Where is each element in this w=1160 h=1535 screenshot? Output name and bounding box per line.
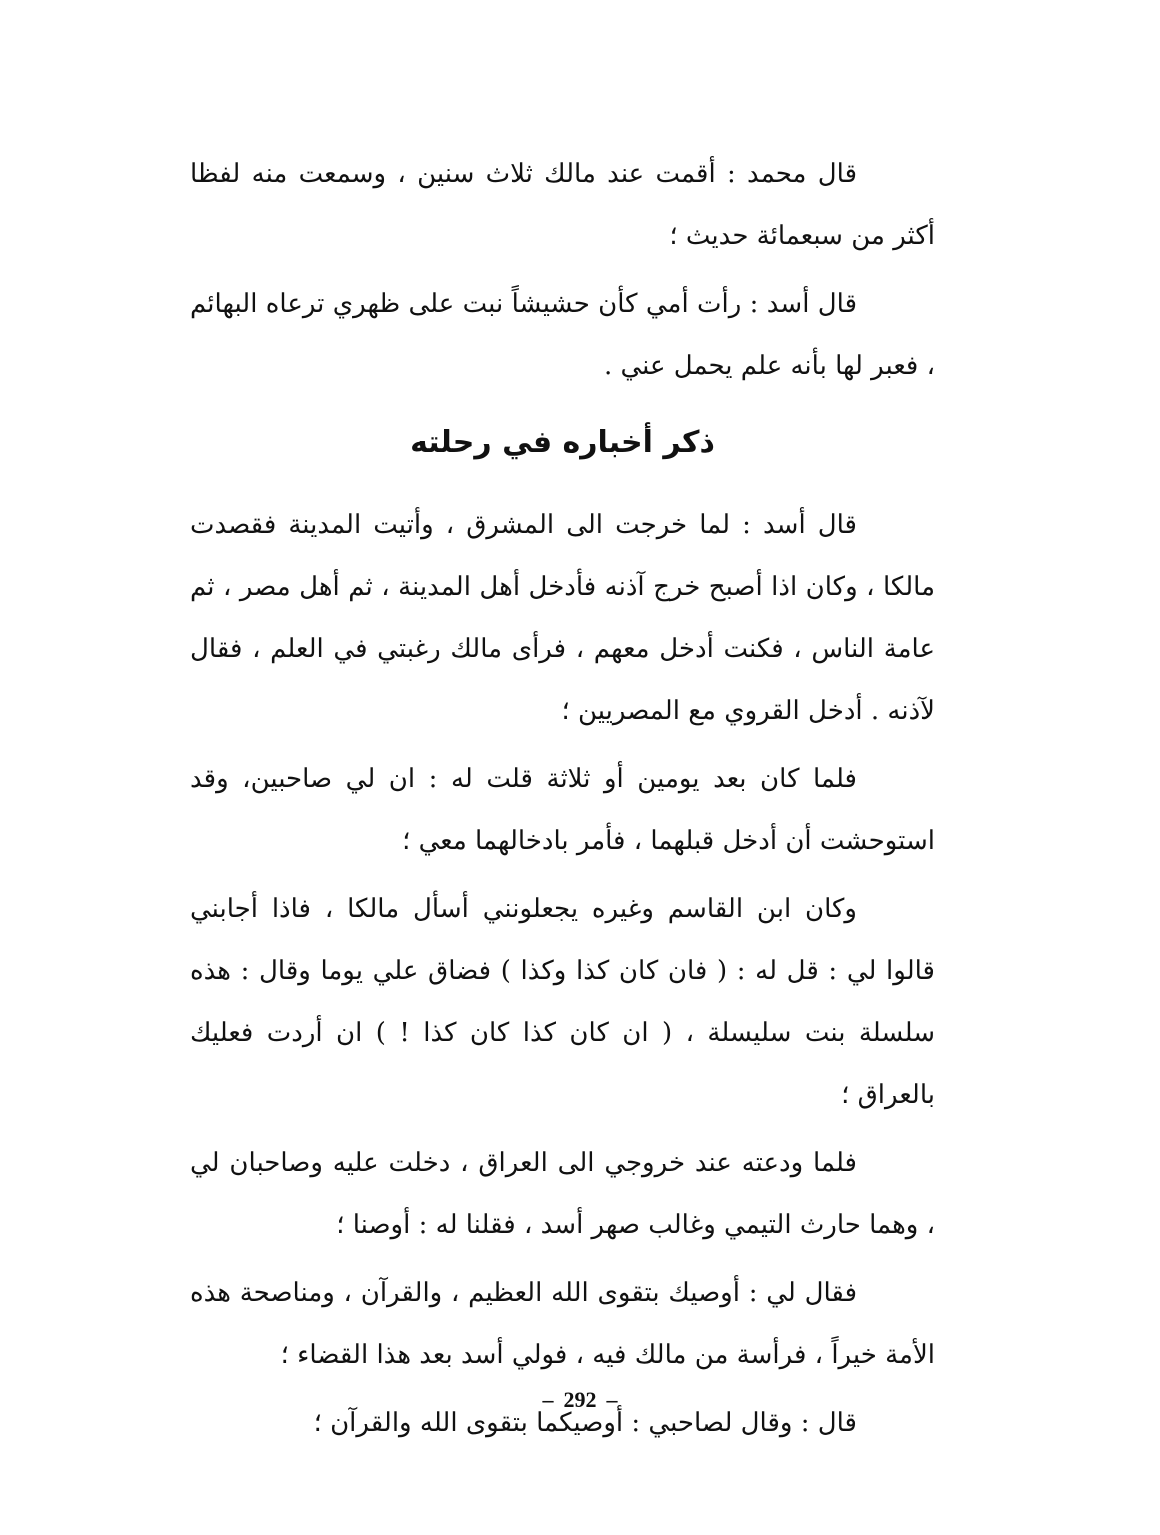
paragraph: وكان ابن القاسم وغيره يجعلونني أسأل مالكا ، فاذا أجابني قالوا لي : قل له : ( فان كان كذا وكذا ) فضاق علي يوما وقال : هذه سلسلة بنت سليسلة ، ( ان كان كذا كان كذا ! ) ان أردت فعليك بالعراق ؛ <box>190 894 935 1110</box>
main-text-block <box>190 494 935 1454</box>
dash-glyph: – <box>542 1387 554 1412</box>
paragraph: فلما ودعته عند خروجي الى العراق ، دخلت عليه وصاحبان لي ، وهما حارث التيمي وغالب صهر أسد ، فقلنا له : أوصنا ؛ <box>190 1148 935 1240</box>
top-text-block <box>190 143 935 397</box>
paragraph: قال أسد : لما خرجت الى المشرق ، وأتيت المدينة فقصدت مالكا ، وكان اذا أصبح خرج آذنه فأدخل أهل المدينة ، ثم أهل مصر ، ثم عامة الناس ، فكنت أدخل معهم ، فرأى مالك رغبتي في العلم ، فقال لآذنه . أدخل القروي مع المصريين ؛ <box>190 510 935 726</box>
page-number: 292 <box>563 1387 597 1412</box>
page-number-footer <box>480 1385 680 1415</box>
section-heading: ذكر أخباره في رحلته <box>410 425 715 460</box>
paragraph: قال محمد : أقمت عند مالك ثلاث سنين ، وسمعت منه لفظا أكثر من سبعمائة حديث ؛ <box>190 159 935 251</box>
paragraph: قال أسد : رأت أمي كأن حشيشاً نبت على ظهري ترعاه البهائم ، فعبر لها بأنه علم يحمل عني . <box>190 289 935 381</box>
dash-glyph: – <box>606 1387 618 1412</box>
paragraph: فلما كان بعد يومين أو ثلاثة قلت له : ان لي صاحبين، وقد استوحشت أن أدخل قبلهما ، فأمر بادخالهما معي ؛ <box>190 764 935 856</box>
paragraph: قال : وقال لصاحبي : أوصيكما بتقوى الله والقرآن ؛ <box>313 1408 857 1438</box>
paragraph: فقال لي : أوصيك بتقوى الله العظيم ، والقرآن ، ومناصحة هذه الأمة خيراً ، فرأسة من مالك فيه ، فولي أسد بعد هذا القضاء ؛ <box>190 1278 935 1370</box>
